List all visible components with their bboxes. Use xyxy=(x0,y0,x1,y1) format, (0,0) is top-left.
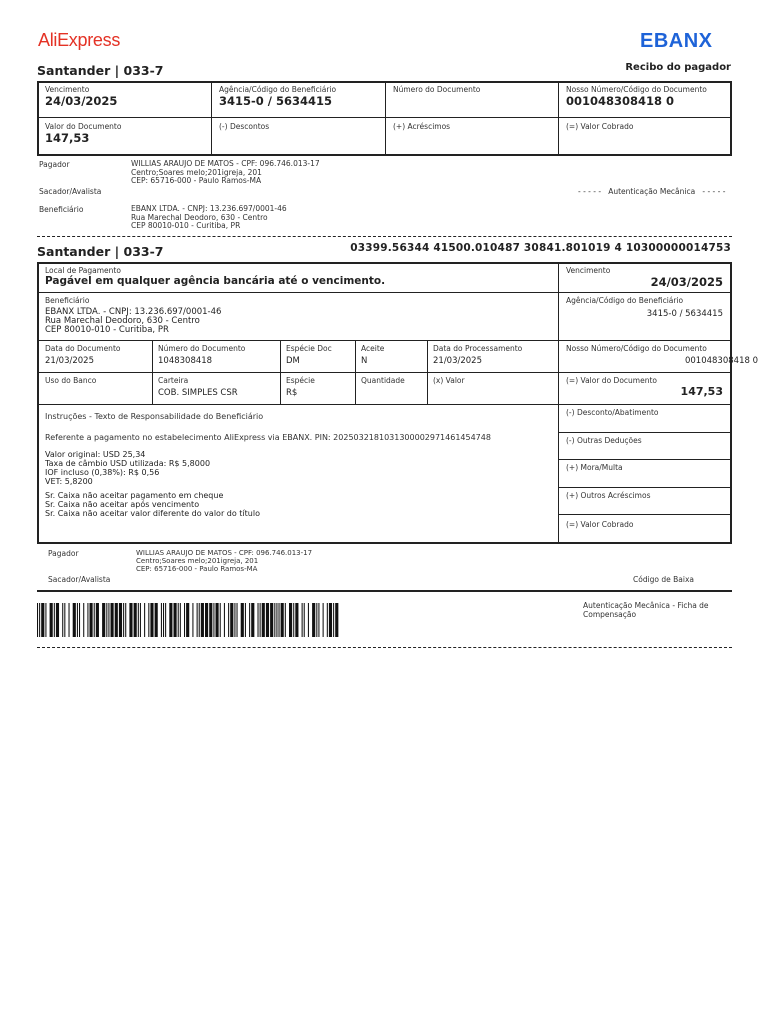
barcode-bar xyxy=(295,603,298,637)
receipt-beneficiario-info: EBANX LTDA. - CNPJ: 13.236.697/0001-46 Rua Marechal Deodoro, 630 - Centro CEP 80010-010 - Curitiba, PR xyxy=(131,204,287,230)
data-doc: 21/03/2025 xyxy=(45,356,94,366)
barcode-bar xyxy=(260,603,261,637)
slip-autenticacao: Autenticação Mecânica - Ficha de Compensação xyxy=(583,601,709,619)
slip-agencia-label: Agência/Código do Beneficiário xyxy=(566,296,684,305)
aliexpress-logo: AliExpress xyxy=(38,30,121,50)
receipt-nosso-num: 001048308418 0 xyxy=(566,94,675,108)
barcode-bar xyxy=(234,603,235,637)
barcode-bar xyxy=(266,603,269,637)
barcode-bar xyxy=(312,603,315,637)
receipt-valor-doc: 147,53 xyxy=(45,131,90,145)
slip-agencia: 3415-0 / 5634415 xyxy=(646,309,723,319)
barcode-bar xyxy=(249,603,250,637)
barcode-bar xyxy=(281,603,284,637)
receipt-pagador-label: Pagador xyxy=(39,160,70,169)
barcode-bar xyxy=(323,603,324,637)
receipt-descontos-label: (-) Descontos xyxy=(219,122,270,131)
barcode-bar xyxy=(144,603,145,637)
barcode-bar xyxy=(318,603,319,637)
barcode-bar xyxy=(285,603,286,637)
receipt-agencia: 3415-0 / 5634415 xyxy=(219,94,333,108)
slip-beneficiario-label: Beneficiário xyxy=(45,296,90,305)
slip-vencimento-label: Vencimento xyxy=(566,266,611,275)
barcode-bar xyxy=(289,603,292,637)
barcode-bar xyxy=(279,603,280,637)
barcode-bar xyxy=(165,603,166,637)
barcode-bar xyxy=(205,603,208,637)
x-valor-label: (x) Valor xyxy=(433,376,465,385)
num-doc-label: Número do Documento xyxy=(158,344,246,353)
slip-pagador-info: WILLIAS ARAUJO DE MATOS - CPF: 096.746.013-17 Centro;Soares melo;201igreja, 201 CEP: 65716-000 - Paulo Ramos-MA xyxy=(136,549,313,573)
barcode-bar xyxy=(39,603,40,637)
barcode-bar xyxy=(161,603,162,637)
barcode-bar xyxy=(138,603,139,637)
carteira: COB. SIMPLES CSR xyxy=(158,388,238,398)
data-processamento-label: Data do Processamento xyxy=(433,344,523,353)
barcode-bar xyxy=(186,603,189,637)
barcode-bar xyxy=(178,603,179,637)
barcode xyxy=(37,603,339,637)
especie-doc-label: Espécie Doc xyxy=(286,344,332,353)
receipt-vencimento: 24/03/2025 xyxy=(45,94,118,108)
barcode-bar xyxy=(62,603,63,637)
barcode-bar xyxy=(123,603,124,637)
codigo-baixa-label: Código de Baixa xyxy=(633,575,695,584)
barcode-bar xyxy=(169,603,172,637)
barcode-bar xyxy=(199,603,200,637)
barcode-bar xyxy=(37,603,38,637)
receipt-valor-doc-label: Valor do Documento xyxy=(45,122,122,131)
barcode-bar xyxy=(241,603,244,637)
receipt-num-doc-label: Número do Documento xyxy=(393,85,481,94)
cut-line xyxy=(37,236,732,237)
barcode-bar xyxy=(119,603,122,637)
outras-deducoes-label: (-) Outras Deduções xyxy=(566,436,642,445)
slip-nosso-num: 001048308418 0 xyxy=(684,356,758,366)
receipt-bank-name: Santander | 033-7 xyxy=(37,63,164,78)
barcode-bar xyxy=(276,603,277,637)
receipt-nosso-num-label: Nosso Número/Código do Documento xyxy=(566,85,707,94)
barcode-bar xyxy=(115,603,118,637)
slip-vencimento: 24/03/2025 xyxy=(650,275,723,289)
barcode-bar xyxy=(302,603,303,637)
instrucoes-caixa: Sr. Caixa não aceitar pagamento em cheque Sr. Caixa não aceitar após vencimento Sr. Caixa não aceitar valor diferente do valor do título xyxy=(45,491,260,518)
local-pagamento: Pagável em qualquer agência bancária até o vencimento. xyxy=(45,275,386,287)
barcode-bar xyxy=(45,603,46,637)
barcode-bar xyxy=(69,603,70,637)
especie-label: Espécie xyxy=(286,376,315,385)
instrucoes-referencia: Referente a pagamento no estabelecimento AliExpress via EBANX. PIN: 2025032181031300002971461454748 xyxy=(45,433,491,442)
local-pagamento-label: Local de Pagamento xyxy=(45,266,121,275)
ebanx-logo: EBANX xyxy=(640,30,713,52)
barcode-bar xyxy=(73,603,76,637)
receipt-beneficiario-label: Beneficiário xyxy=(39,205,84,214)
barcode-bar xyxy=(216,603,219,637)
barcode-bar xyxy=(333,603,334,637)
slip-bank-name: Santander | 033-7 xyxy=(37,244,164,259)
barcode-bar xyxy=(180,603,181,637)
barcode-bar xyxy=(150,603,153,637)
bottom-cut-line xyxy=(37,647,732,648)
barcode-bar xyxy=(111,603,114,637)
barcode-bar xyxy=(262,603,265,637)
outros-acrescimos-label: (+) Outros Acréscimos xyxy=(566,491,651,500)
barcode-bar xyxy=(108,603,109,637)
barcode-bar xyxy=(134,603,137,637)
receipt-acrescimos-label: (+) Acréscimos xyxy=(393,122,451,131)
receipt-sacador-label: Sacador/Avalista xyxy=(39,187,102,196)
barcode-bar xyxy=(64,603,65,637)
barcode-bar xyxy=(237,603,238,637)
receipt-autenticacao: - - - - - Autenticação Mecânica - - - - - xyxy=(578,187,726,196)
quantidade-label: Quantidade xyxy=(361,376,405,385)
barcode-bar xyxy=(96,603,99,637)
barcode-bar xyxy=(140,603,141,637)
barcode-bar xyxy=(129,603,132,637)
barcode-bar xyxy=(79,603,80,637)
receipt-agencia-label: Agência/Código do Beneficiário xyxy=(219,85,337,94)
barcode-bar xyxy=(327,603,328,637)
barcode-bar xyxy=(197,603,198,637)
desconto-label: (-) Desconto/Abatimento xyxy=(566,408,659,417)
barcode-bar xyxy=(77,603,78,637)
slip-pagador-label: Pagador xyxy=(48,549,79,558)
barcode-bar xyxy=(155,603,158,637)
barcode-bar xyxy=(87,603,88,637)
uso-banco-label: Uso do Banco xyxy=(45,376,97,385)
receipt-vencimento-label: Vencimento xyxy=(45,85,90,94)
barcode-bar xyxy=(125,603,126,637)
barcode-bar xyxy=(316,603,317,637)
instrucoes-valores: Valor original: USD 25,34 Taxa de câmbio USD utilizada: R$ 5,8000 IOF incluso (0,38%): R$ 0,56 VET: 5,8200 xyxy=(45,450,211,486)
barcode-bar xyxy=(56,603,59,637)
carteira-label: Carteira xyxy=(158,376,189,385)
slip-sacador-label: Sacador/Avalista xyxy=(48,575,111,584)
barcode-bar xyxy=(220,603,221,637)
barcode-bar xyxy=(274,603,275,637)
slip-beneficiario-info: EBANX LTDA. - CNPJ: 13.236.697/0001-46 Rua Marechal Deodoro, 630 - Centro CEP 80010-010 - Curitiba, PR xyxy=(45,307,222,335)
barcode-bar xyxy=(213,603,214,637)
linha-digitavel: 03399.56344 41500.010487 30841.801019 4 10300000014753 xyxy=(350,242,731,254)
especie: R$ xyxy=(286,388,298,398)
receipt-valor-cobrado-label: (=) Valor Cobrado xyxy=(566,122,634,131)
slip-valor-doc-label: (=) Valor do Documento xyxy=(566,376,657,385)
aceite: N xyxy=(361,356,368,366)
receipt-title: Recibo do pagador xyxy=(625,62,731,73)
barcode-bar xyxy=(228,603,229,637)
barcode-bar xyxy=(163,603,164,637)
barcode-bar xyxy=(148,603,149,637)
slip-nosso-num-label: Nosso Número/Código do Documento xyxy=(566,344,707,353)
barcode-bar xyxy=(304,603,305,637)
data-doc-label: Data do Documento xyxy=(45,344,121,353)
barcode-bar xyxy=(258,603,259,637)
barcode-bar xyxy=(270,603,273,637)
barcode-bar xyxy=(293,603,294,637)
barcode-bar xyxy=(192,603,193,637)
barcode-bar xyxy=(102,603,105,637)
barcode-bar xyxy=(90,603,93,637)
barcode-bar xyxy=(106,603,107,637)
barcode-bar xyxy=(308,603,309,637)
aceite-label: Aceite xyxy=(361,344,385,353)
barcode-bar xyxy=(245,603,246,637)
slip-valor-cobrado-label: (=) Valor Cobrado xyxy=(566,520,634,529)
barcode-bar xyxy=(54,603,55,637)
barcode-bar xyxy=(201,603,204,637)
especie-doc: DM xyxy=(286,356,300,366)
slip-valor-doc: 147,53 xyxy=(680,385,723,398)
barcode-bar xyxy=(209,603,212,637)
barcode-bar xyxy=(50,603,53,637)
barcode-bar xyxy=(230,603,233,637)
data-processamento: 21/03/2025 xyxy=(433,356,482,366)
receipt-pagador-info: WILLIAS ARAUJO DE MATOS - CPF: 096.746.013-17 Centro;Soares melo;201igreja, 201 CEP: 65716-000 - Paulo Ramos-MA xyxy=(131,159,320,185)
instrucoes-title: Instruções - Texto de Responsabilidade do Beneficiário xyxy=(45,412,264,421)
barcode-bar xyxy=(224,603,225,637)
barcode-bar xyxy=(174,603,177,637)
barcode-bar xyxy=(251,603,254,637)
barcode-bar xyxy=(335,603,338,637)
barcode-bar xyxy=(329,603,332,637)
num-doc: 1048308418 xyxy=(158,356,213,366)
barcode-bar xyxy=(94,603,95,637)
barcode-bar xyxy=(184,603,185,637)
mora-label: (+) Mora/Multa xyxy=(566,463,623,472)
barcode-bar xyxy=(83,603,84,637)
barcode-bar xyxy=(41,603,44,637)
